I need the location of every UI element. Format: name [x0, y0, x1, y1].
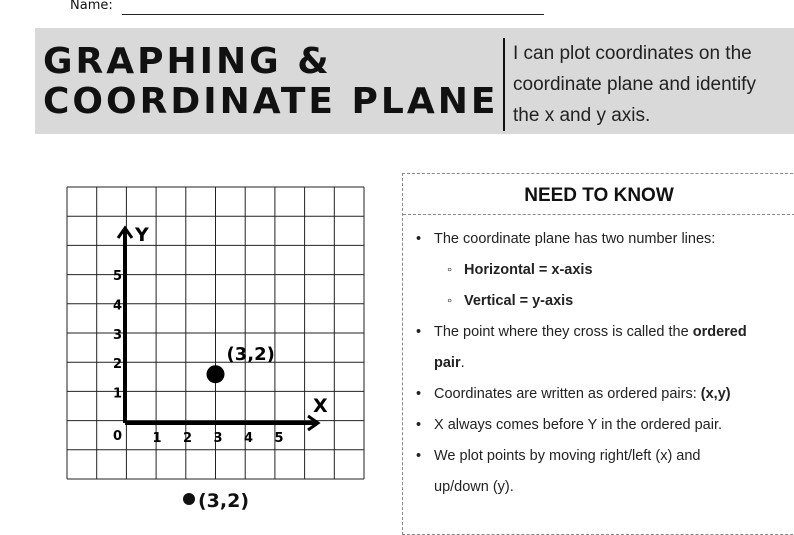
objective-line-2: coordinate plane and identify	[513, 74, 756, 95]
list-item: • The point where they cross is called the ordered pair.	[403, 317, 794, 379]
point-dot-icon	[183, 493, 195, 505]
x-tick-label: 3	[213, 431, 223, 446]
objective-line-1: I can plot coordinates on the	[513, 43, 752, 64]
x-tick-label: 2	[183, 431, 193, 446]
coordinate-grid	[66, 186, 366, 488]
y-tick-label: 3	[113, 327, 123, 343]
y-tick-label: 1	[113, 386, 123, 402]
name-label: Name:	[70, 0, 113, 13]
objective-line-3: the x and y axis.	[513, 105, 651, 126]
need-to-know-panel	[402, 173, 794, 535]
list-sub-item: ◦ Vertical = y-axis	[403, 286, 794, 317]
point-caption	[183, 490, 249, 512]
title-banner	[35, 28, 794, 134]
x-tick-label: 5	[274, 431, 284, 446]
list-item: • The coordinate plane has two number lines:	[403, 224, 794, 255]
list-item: • We plot points by moving right/left (x) and up/down (y).	[403, 441, 794, 503]
origin-label: 0	[113, 429, 123, 444]
y-tick-label: 5	[113, 269, 123, 284]
x-tick-label: 4	[244, 431, 254, 446]
coordinate-plane-svg	[66, 186, 366, 484]
y-tick-label: 2	[113, 357, 123, 373]
learning-objective	[503, 38, 794, 131]
name-line	[122, 14, 544, 15]
title-line-2: COORDINATE PLANE	[43, 81, 499, 122]
title-line-1: GRAPHING &	[43, 41, 332, 82]
need-to-know-list	[403, 224, 794, 503]
list-item: • X always comes before Y in the ordered pair.	[403, 410, 794, 441]
plotted-point	[207, 365, 225, 383]
x-tick-label: 1	[152, 431, 162, 446]
list-item: • Coordinates are written as ordered pairs: (x,y)	[403, 379, 794, 410]
list-sub-item: ◦ Horizontal = x-axis	[403, 255, 794, 286]
y-axis-label: Y	[135, 224, 149, 246]
y-tick-label: 4	[113, 298, 123, 314]
need-to-know-heading: NEED TO KNOW	[403, 174, 794, 215]
point-label: (3,2)	[226, 344, 275, 366]
caption-text: (3,2)	[198, 490, 250, 512]
page-title	[43, 42, 498, 122]
x-axis-label: X	[313, 395, 328, 417]
